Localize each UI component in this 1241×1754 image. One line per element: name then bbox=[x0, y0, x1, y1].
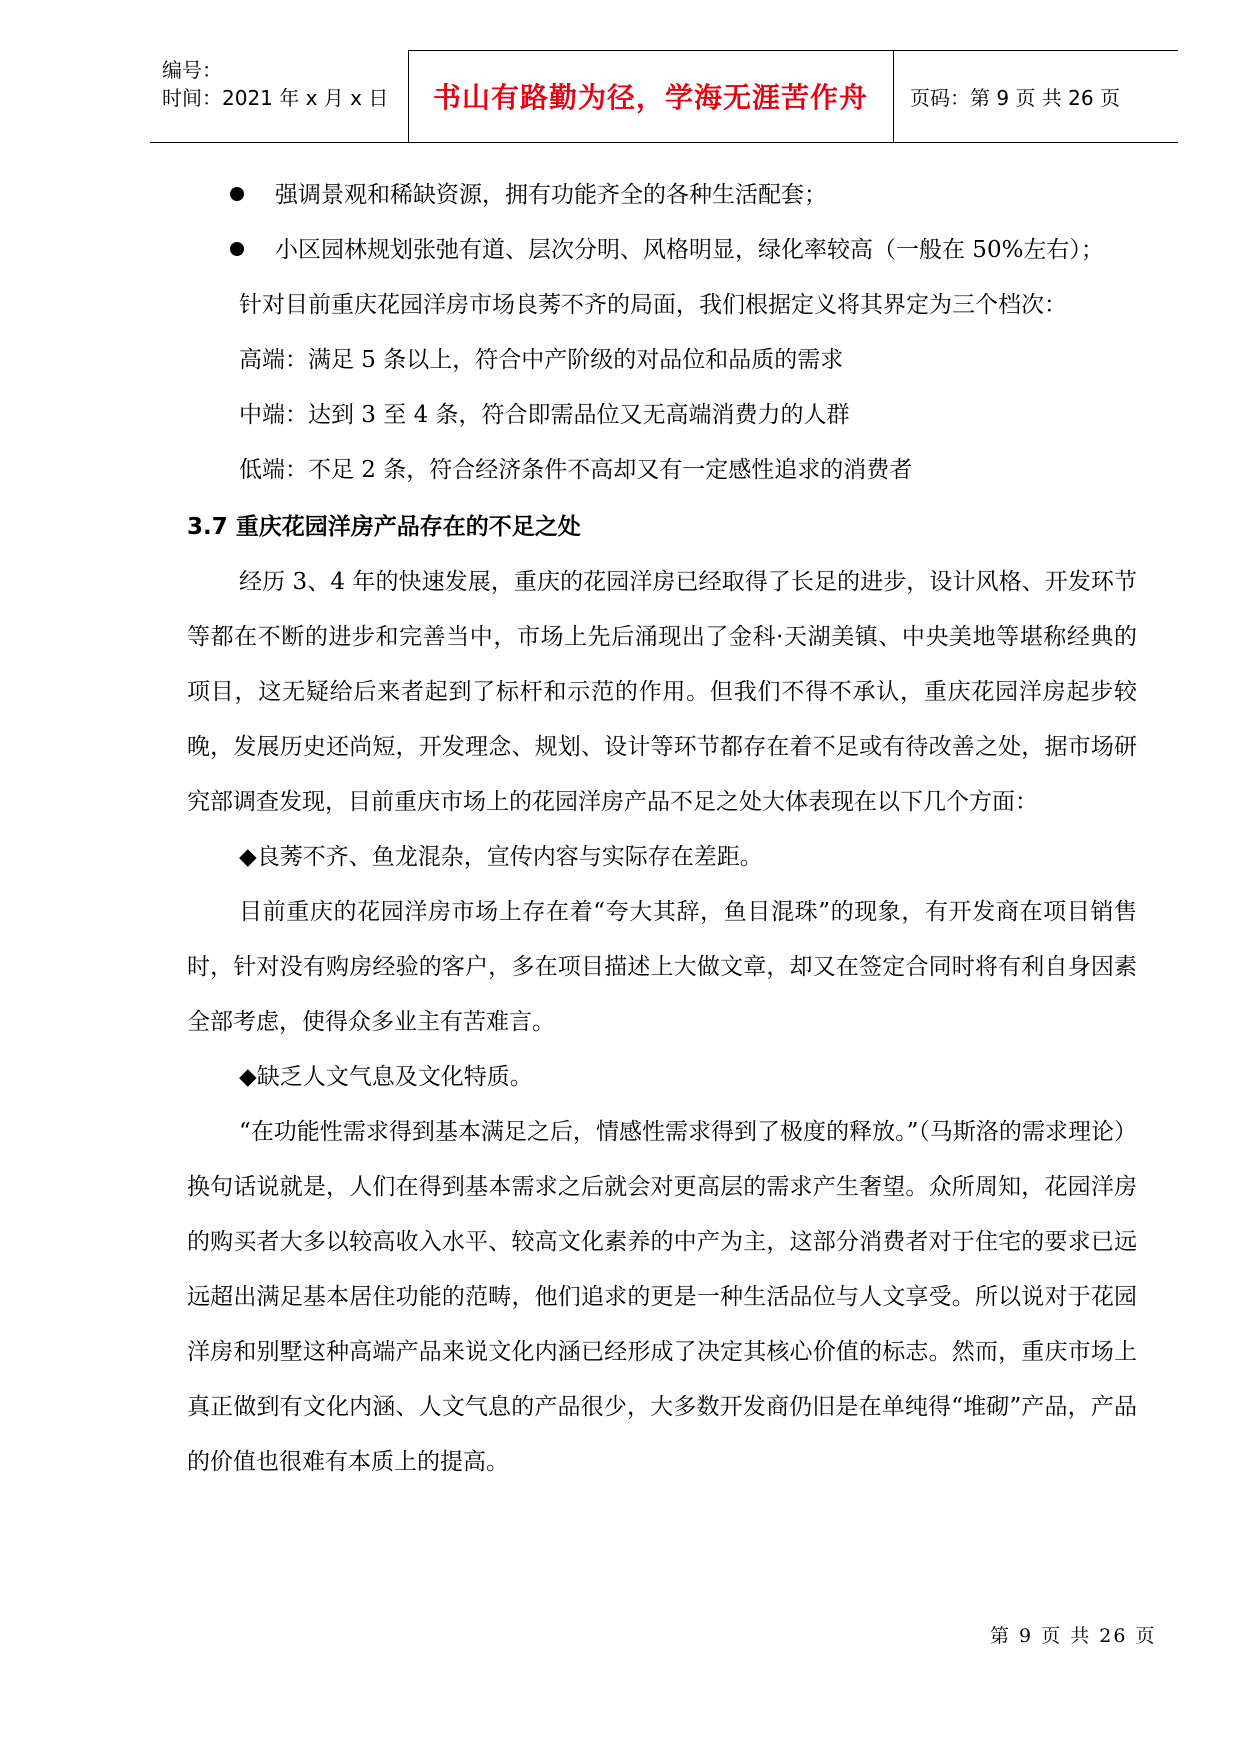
document-time-label: 时间：2021 年 x 月 x 日 bbox=[162, 86, 389, 110]
bullet-item bbox=[187, 223, 1137, 278]
point-heading: ◆良莠不齐、鱼龙混杂，宣传内容与实际存在差距。 bbox=[239, 844, 763, 870]
header-divider bbox=[893, 50, 894, 142]
paragraph: “在功能性需求得到基本满足之后，情感性需求得到了极度的释放。”（马斯洛的需求理论）换句话说就是，人们在得到基本需求之后就会对更高层的需求产生奢望。众所周知，花园洋房的购买者大多以较高收入水平、较高文化素养的中产为主，这部分消费者对于住宅的要求已远远超出满足基本居住功能的范畴，他们追求的更是一种生活品位与人文享受。所以说对于花园洋房和别墅这种高端产品来说文化内涵已经形成了决定其核心价值的标志。然而，重庆市场上真正做到有文化内涵、人文气息的产品很少，大多数开发商仍旧是在单纯得“堆砌”产品，产品的价值也很难有本质上的提高。 bbox=[187, 1119, 1137, 1475]
page-footer: 第 9 页 共 26 页 bbox=[990, 1625, 1157, 1647]
point-heading: ◆缺乏人文气息及文化特质。 bbox=[239, 1064, 533, 1090]
page-header bbox=[150, 50, 1178, 143]
tier-high: 高端：满足 5 条以上，符合中产阶级的对品位和品质的需求 bbox=[239, 347, 844, 373]
tier-mid: 中端：达到 3 至 4 条，符合即需品位又无高端消费力的人群 bbox=[239, 402, 850, 428]
document-body bbox=[187, 168, 1137, 1490]
tier-intro: 针对目前重庆花园洋房市场良莠不齐的局面，我们根据定义将其界定为三个档次： bbox=[239, 292, 1067, 318]
bullet-item bbox=[187, 168, 1137, 223]
bullet-text: 强调景观和稀缺资源，拥有功能齐全的各种生活配套； bbox=[275, 182, 827, 208]
bullet-dot-icon bbox=[230, 187, 244, 201]
tier-low: 低端：不足 2 条，符合经济条件不高却又有一定感性追求的消费者 bbox=[239, 457, 913, 483]
header-motto: 书山有路勤为径，学海无涯苦作舟 bbox=[432, 81, 868, 114]
document-number-label: 编号： bbox=[162, 58, 222, 82]
paragraph: 经历 3、4 年的快速发展，重庆的花园洋房已经取得了长足的进步，设计风格、开发环节等都在不断的进步和完善当中，市场上先后涌现出了金科·天湖美镇、中央美地等堪称经典的项目，这无疑给后来者起到了标杆和示范的作用。但我们不得不承认，重庆花园洋房起步较晚，发展历史还尚短，开发理念、规划、设计等环节都存在着不足或有待改善之处，据市场研究部调查发现，目前重庆市场上的花园洋房产品不足之处大体表现在以下几个方面： bbox=[187, 569, 1137, 815]
paragraph: 目前重庆的花园洋房市场上存在着“夸大其辞，鱼目混珠”的现象，有开发商在项目销售时，针对没有购房经验的客户，多在项目描述上大做文章，却又在签定合同时将有利自身因素全部考虑，使得众多业主有苦难言。 bbox=[187, 899, 1137, 1035]
header-meta bbox=[162, 56, 388, 112]
header-page-number: 页码：第 9 页 共 26 页 bbox=[910, 85, 1120, 110]
section-heading: 3.7 重庆花园洋房产品存在的不足之处 bbox=[187, 514, 581, 540]
bullet-text: 小区园林规划张弛有道、层次分明、风格明显，绿化率较高（一般在 50%左右）； bbox=[275, 237, 1104, 263]
bullet-dot-icon bbox=[230, 242, 244, 256]
